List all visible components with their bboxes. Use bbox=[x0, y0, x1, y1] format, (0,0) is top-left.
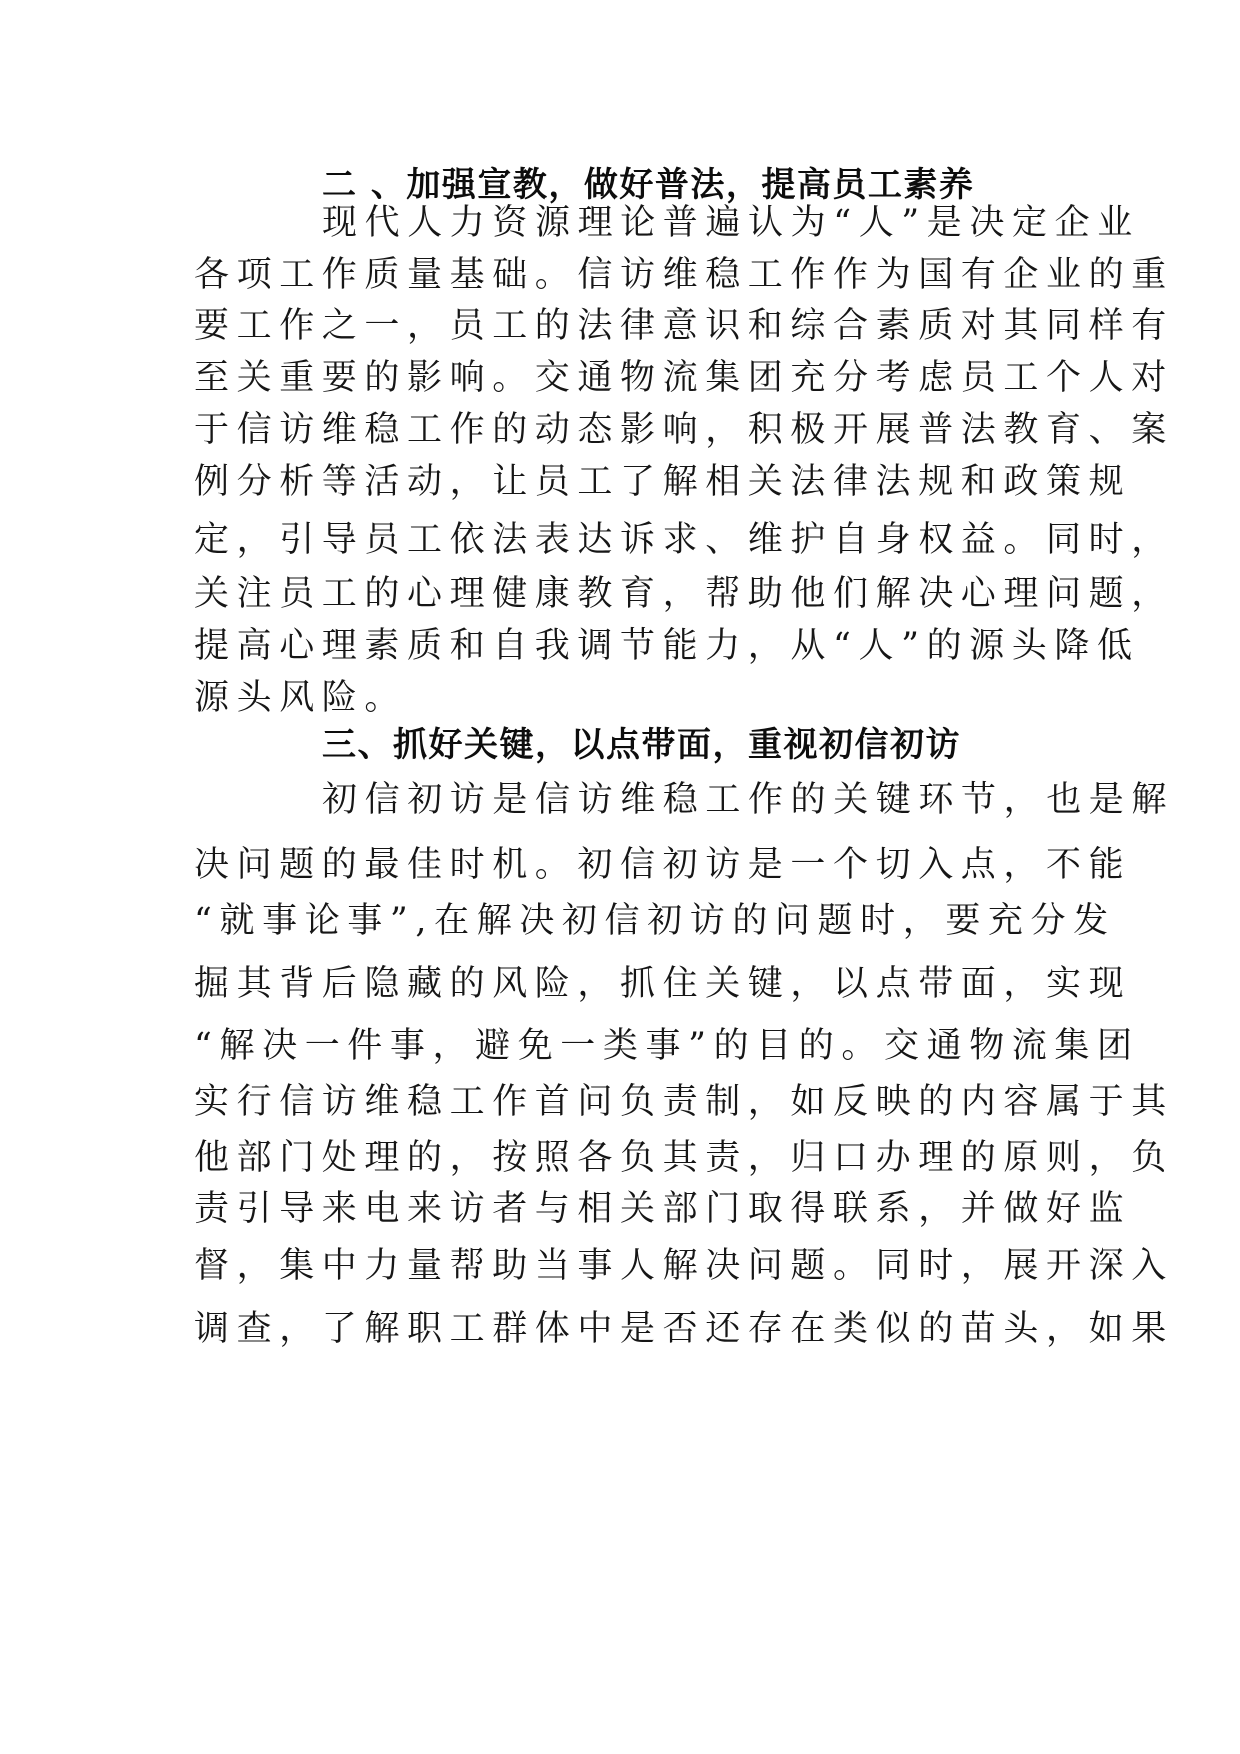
paragraph-line: “解决一件事，避免一类事”的目的。交通物流集团 bbox=[194, 1026, 1140, 1066]
paragraph-line: 现代人力资源理论普遍认为“人”是决定企业 bbox=[322, 203, 1140, 243]
paragraph-line: 各项工作质量基础。信访维稳工作作为国有企业的重 bbox=[194, 255, 1174, 295]
paragraph-line: 掘其背后隐藏的风险，抓住关键，以点带面，实现 bbox=[194, 964, 1132, 1004]
paragraph-line: 督，集中力量帮助当事人解决问题。同时，展开深入 bbox=[194, 1246, 1174, 1286]
paragraph-line: 提高心理素质和自我调节能力，从“人”的源头降低 bbox=[194, 626, 1140, 666]
paragraph-line: 至关重要的影响。交通物流集团充分考虑员工个人对 bbox=[194, 358, 1174, 398]
paragraph-line: 责引导来电来访者与相关部门取得联系，并做好监 bbox=[194, 1189, 1132, 1229]
paragraph-line: 调查，了解职工群体中是否还存在类似的苗头，如果 bbox=[194, 1309, 1174, 1349]
section-heading-2: 二 、加强宣教，做好普法，提高员工素养 bbox=[322, 165, 975, 205]
paragraph-line: 例分析等活动，让员工了解相关法律法规和政策规 bbox=[194, 462, 1132, 502]
paragraph-line: 实行信访维稳工作首问负责制，如反映的内容属于其 bbox=[194, 1082, 1174, 1122]
paragraph-line: 他部门处理的，按照各负其责，归口办理的原则，负 bbox=[194, 1138, 1174, 1178]
paragraph-line: 定，引导员工依法表达诉求、维护自身权益。同时， bbox=[194, 520, 1174, 560]
section-heading-3: 三、抓好关键，以点带面，重视初信初访 bbox=[322, 725, 961, 765]
paragraph-line: 于信访维稳工作的动态影响，积极开展普法教育、案 bbox=[194, 410, 1174, 450]
paragraph-line: 要工作之一，员工的法律意识和综合素质对其同样有 bbox=[194, 306, 1174, 346]
paragraph-line: “就事论事”,在解决初信初访的问题时，要充分发 bbox=[194, 901, 1116, 941]
paragraph-line: 决问题的最佳时机。初信初访是一个切入点，不能 bbox=[194, 845, 1132, 885]
paragraph-line: 关注员工的心理健康教育，帮助他们解决心理问题， bbox=[194, 574, 1174, 614]
paragraph-line: 源头风险。 bbox=[194, 678, 408, 718]
paragraph-line: 初信初访是信访维稳工作的关键环节，也是解 bbox=[322, 780, 1175, 820]
